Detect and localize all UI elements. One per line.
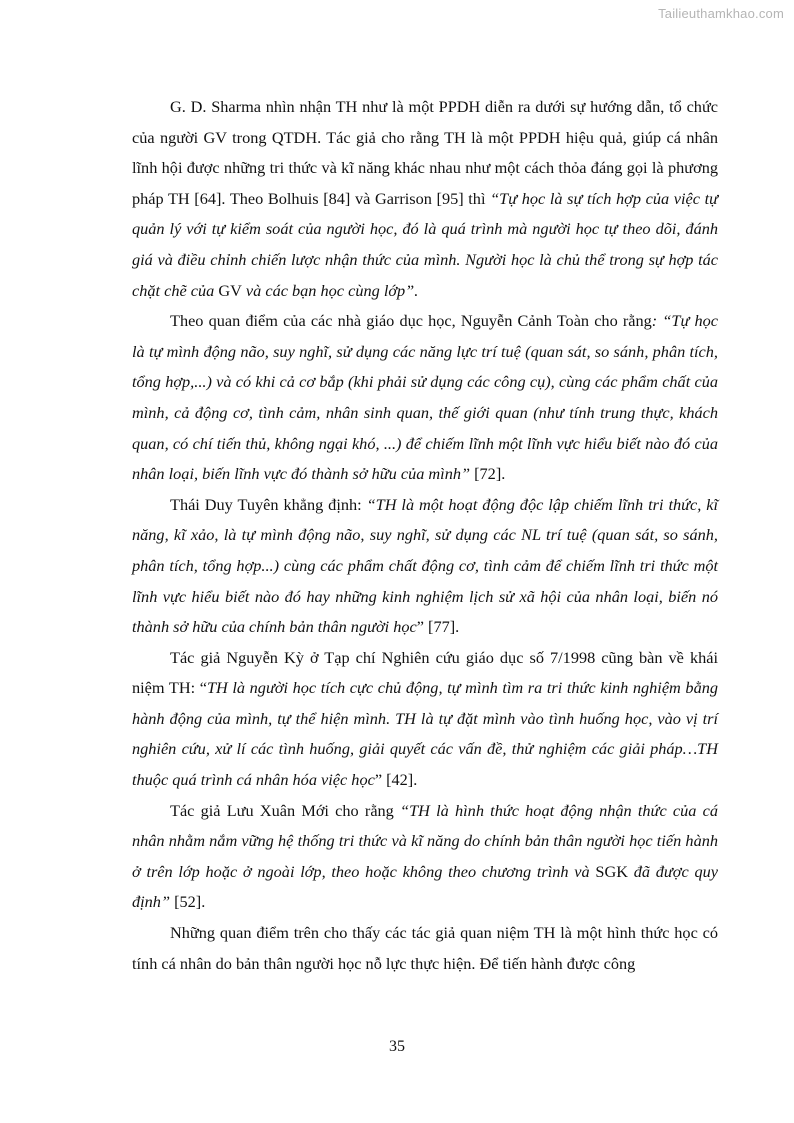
quoted-text-run: và các bạn học cùng lớp”. [241, 280, 419, 300]
page-number: 35 [389, 1038, 405, 1055]
text-run: Thái Duy Tuyên khẳng định: [170, 494, 367, 514]
watermark-text: Tailieuthamkhao.com [658, 6, 784, 21]
quoted-text-run: TH là người học tích cực chủ động, tự mình tìm ra tri thức kinh nghiệm bằng hành động của mình, tự thể hiện mình. TH là tự đặt mình vào tình huống học, vào vị trí nghiên cứu, xử lí các tình huống, giải quyết các vấn đề, thử nghiệm các giải pháp…TH thuộc quá trình cá nhân hóa việc học [132, 678, 718, 790]
quoted-text-run: “Tự học là sự tích hợp của việc tự quản lý với tự kiểm soát của người học, đó là quá trình mà người học tự theo dõi, đánh giá và điều chỉnh chiến lược nhận thức của mình. Người học là chủ thể trong sự hợp tác chặt chẽ của [132, 188, 718, 300]
quoted-text-run: : “Tự học là tự mình động não, suy nghĩ, sử dụng các năng lực trí tuệ (quan sát, so sánh, phân tích, tổng hợp,...) và có khi cả cơ bắp (khi phải sử dụng các công cụ), cùng các phẩm chất của mình, cả động cơ, tình cảm, nhân sinh quan, thế giới quan (như tính trung thực, khách quan, có chí tiến thủ, không ngại khó, ...) để chiếm lĩnh một lĩnh vực hiểu biết nào đó của nhân loại, biến lĩnh vực đó thành sở hữu của mình” [132, 311, 719, 484]
text-run: Theo quan điểm của các nhà giáo dục học, Nguyễn Cảnh Toàn cho rằng [170, 311, 652, 331]
text-run: [52]. [170, 892, 206, 912]
text-run: [72]. [470, 464, 506, 484]
text-run: ” [77]. [416, 617, 460, 637]
text-run: G. D. Sharma nhìn nhận TH như là một PPDH diễn ra dưới sự hướng dẫn, tổ chức của người GV trong QTDH. Tác giả cho rằng TH là một PPDH hiệu quả, giúp cá nhân lĩnh hội được những tri thức và kĩ năng khác nhau như một cách thỏa đáng gọi là phương pháp TH [64]. Theo Bolhuis [84] và Garrison [95] thì [132, 97, 718, 208]
paragraph-nguyen-ky [132, 643, 718, 796]
paragraph-nguyen-canh-toan [132, 306, 718, 490]
page-body [132, 92, 718, 979]
text-run: GV [218, 280, 242, 300]
text-run: SGK [595, 861, 628, 881]
text-run: Tác giả Lưu Xuân Mới cho rằng [170, 800, 401, 820]
quoted-text-run: “TH là hình thức hoạt động nhận thức của cá nhân nhằm nắm vững hệ thống tri thức và kĩ năng do chính bản thân người học tiến hành ở trên lớp hoặc ở ngoài lớp, theo hoặc không theo chương trình và [132, 800, 718, 881]
text-run: Tác giả Nguyễn Kỳ ở Tạp chí Nghiên cứu giáo dục số 7/1998 cũng bàn về khái niệm TH: “ [132, 647, 718, 698]
paragraph-sharma [132, 92, 718, 306]
paragraph-thai-duy-tuyen [132, 490, 718, 643]
paragraph-luu-xuan-moi [132, 796, 718, 918]
quoted-text-run: “TH là một hoạt động độc lập chiếm lĩnh tri thức, kĩ năng, kĩ xảo, là tự mình động não, suy nghĩ, sử dụng các NL trí tuệ (quan sát, so sánh, phân tích, tổng hợp...) cùng các phẩm chất động cơ, tình cảm để chiếm lĩnh tri thức một lĩnh vực hiểu biết nào đó hay những kinh nghiệm lịch sử xã hội của nhân loại, biến nó thành sở hữu của chính bản thân người học [132, 494, 718, 637]
text-run: ” [42]. [374, 770, 418, 790]
text-run: Những quan điểm trên cho thấy các tác giả quan niệm TH là một hình thức học có tính cá nhân do bản thân người học nỗ lực thực hiện. Để tiến hành được công [132, 923, 718, 973]
paragraph-summary [132, 918, 718, 979]
quoted-text-run: đã được quy định” [132, 861, 718, 912]
